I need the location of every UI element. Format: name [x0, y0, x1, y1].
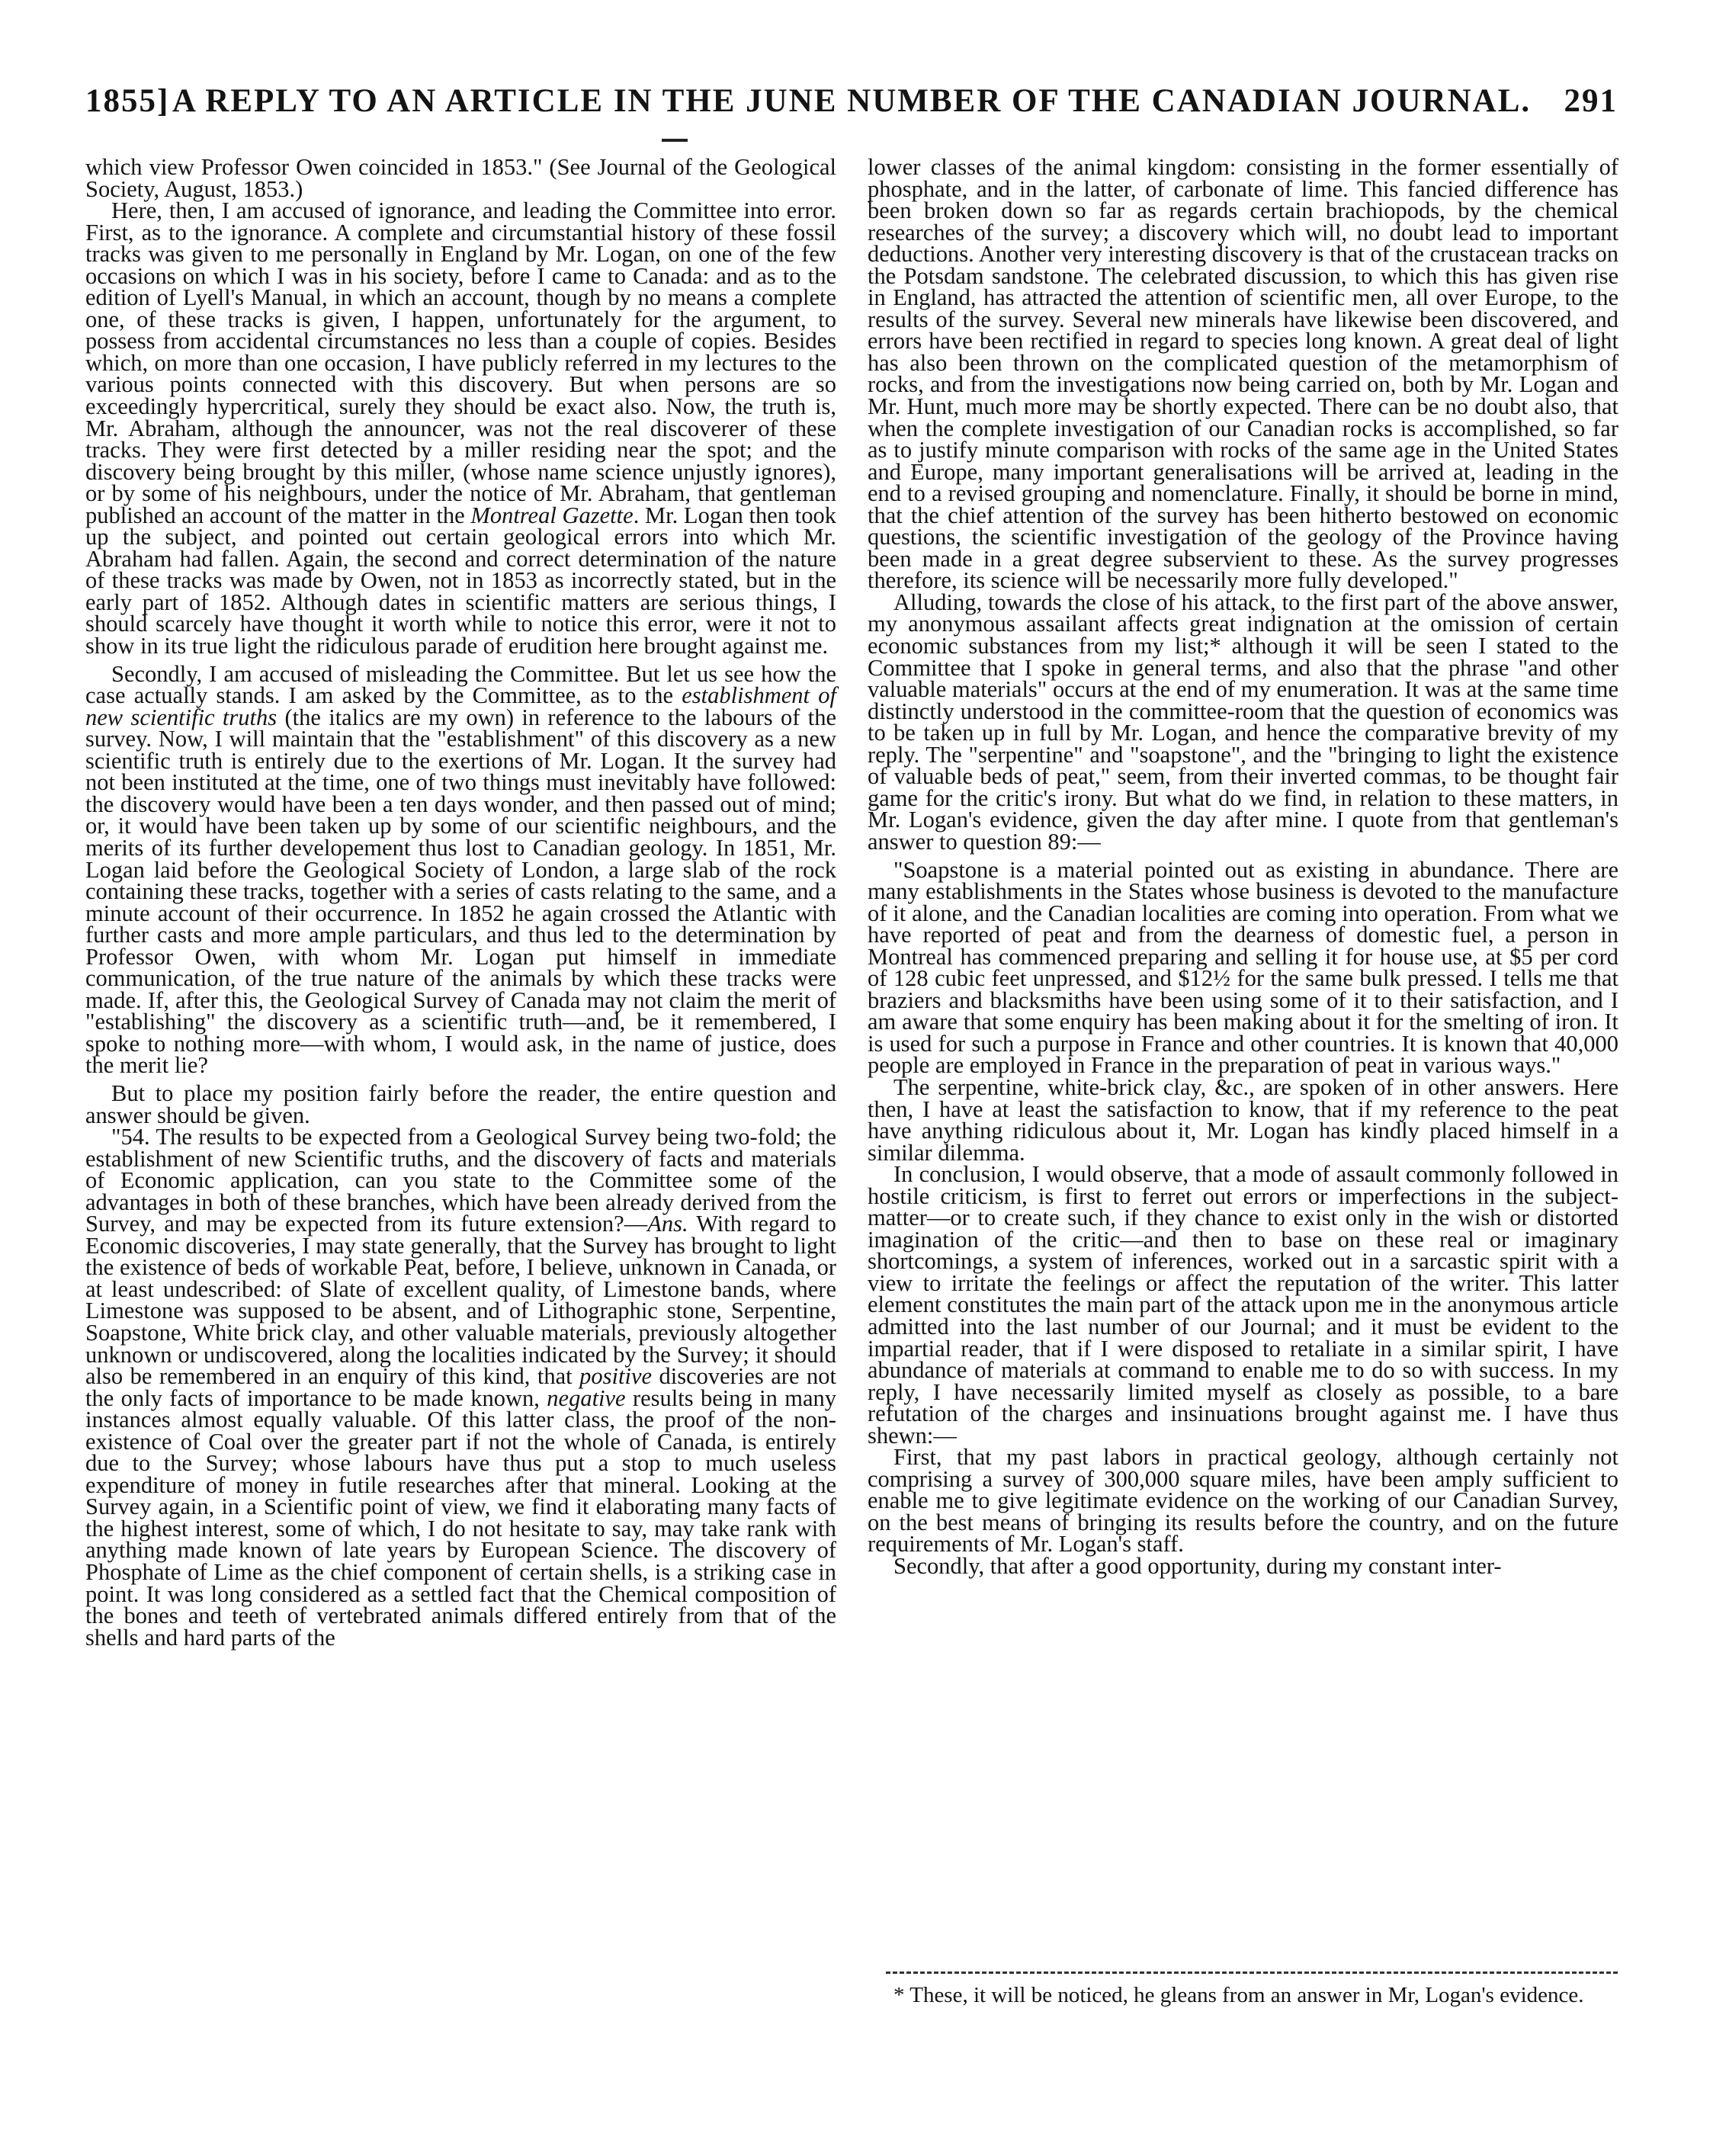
- paragraph: [85, 156, 836, 200]
- text-run: Alluding, towards the close of his attack, to the first part of the above answer, my anonymous assailant affects great indignation at the omission of certain economic substances from my list;* although it will be seen I stated to the Committee that I spoke in general terms, and also that the phrase "and other valuable materials" occurs at the end of my enumeration. It was at the same time distinctly understood in the committee-room that the question of economics was to be taken up in full by Mr. Logan, and hence the comparative brevity of my reply. The "serpentine" and "soapstone", and the "bringing to light the existence of valuable beds of peat," seem, from their inverted commas, to be thought fair game for the critic's irony. But what do we find, in relation to these matters, in Mr. Logan's evidence, given the day after mine. I quote from that gentleman's answer to question 89:—: [868, 589, 1618, 855]
- header-rule: [662, 139, 688, 142]
- text-run: First, that my past labors in practical geology, although certainly not comprising a survey of 300,000 square miles, have been amply sufficient to enable me to give legitimate evidence on the working of our Canadian Survey, on the best means of bringing its results before the country, and on the future requirements of Mr. Logan's staff.: [868, 1444, 1618, 1558]
- quoted-paragraph: [868, 856, 1618, 1079]
- italic-text: Ans.: [647, 1211, 688, 1237]
- text-run: Here, then, I am accused of ignorance, and leading the Committee into error. First, as to the ignorance. A complete and circumstantial history of these fossil tracks was given to me personally in England by Mr. Logan, on one of the few occasions on which I was in his society, before I came to Canada: and as to the edition of Lyell's Manual, in which an account, though by no means a complete one, of these tracks is given, I happen, unfortunately for the argument, to possess from accidental circumstances no less than a couple of copies. Besides which, on more than one occasion, I have publicly referred in my lectures to the various points connected with this discovery. But when persons are so exceedingly hypercritical, surely they should be exact also. Now, the truth is, Mr. Abraham, although the announcer, was not the real discoverer of these tracks. They were first detected by a miller residing near the spot; and the discovery being brought by this miller, (whose name science unjustly ignores), or by some of his neighbours, under the notice of Mr. Abraham, that gentleman published an account of the matter in the: [85, 197, 836, 528]
- paragraph: [868, 1555, 1618, 1577]
- footnote-rule: [886, 1972, 1618, 1974]
- header-title: A REPLY TO AN ARTICLE IN THE JUNE NUMBER OF THE CANADIAN JOURNAL.: [172, 83, 1532, 119]
- text-run: (the italics are my own) in reference to the labours of the survey. Now, I will maintain that the "establishment" of this discovery as a new scientific truth is entirely due to the exertions of Mr. Logan. It the survey had not been instituted at the time, one of two things must inevitably have followed: the discovery would have been a ten days wonder, and then passed out of mind; or, it would have been taken up by some of our scientific neighbours, and the merits of its further developement thus lost to Canadian geology. In 1851, Mr. Logan laid before the Geological Society of London, a large slab of the rock containing these tracks, together with a series of casts relating to the same, and a minute account of their occurrence. In 1852 he again crossed the Atlantic with further casts and more ample particulars, and thus led to the determination by Professor Owen, with whom Mr. Logan put himself in immediate communication, of the true nature of the animals by which these tracks were made. If, after this, the Geological Survey of Canada may not claim the merit of "establishing" the discovery as a scientific truth—and, be it remembered, I spoke to nothing more—with whom, I would ask, in the name of justice, does the merit lie?: [85, 704, 837, 1079]
- text-run: But to place my position fairly before the reader, the entire question and answer should be given.: [85, 1080, 836, 1128]
- paragraph: [85, 197, 836, 659]
- italic-text: positive: [579, 1363, 653, 1390]
- paragraph: [868, 156, 1618, 592]
- paragraph: [868, 1073, 1618, 1166]
- paragraph: [85, 1080, 836, 1128]
- text-run: Secondly, that after a good opportunity, during my constant inter-: [893, 1553, 1502, 1579]
- text-run: lower classes of the animal kingdom: consisting in the former essentially of phosphate, and in the latter, of carbonate of lime. This fancied difference has been broken down so far as regards certain brachiopods, by the chemical researches of the survey; a discovery which will, no doubt lead to important deductions. Another very interesting discovery is that of the crustacean tracks on the Potsdam sandstone. The celebrated discussion, to which this has given rise in England, has attracted the attention of scientific men, all over Europe, to the results of the survey. Several new minerals have likewise been discovered, and errors have been rectified in regard to species long known. A great deal of light has also been thrown on the complicated question of the metamorphism of rocks, and from the investigations now being carried on, both by Mr. Logan and Mr. Hunt, much more may be shortly expected. There can be no doubt also, that when the complete investigation of our Canadian rocks is accomplished, so far as to justify minute comparison with rocks of the same age in the United States and Europe, many important generalisations will be arrived at, leading in the end to a revised grouping and nomenclature. Finally, it should be borne in mind, that the chief attention of the survey has been hitherto bestowed on economic questions, the scientific investigation of the geology of the Province having been made in a great degree subservient to these. As the survey progresses therefore, its science will be necessarily more fully developed.": [868, 154, 1618, 594]
- footnote: [868, 1982, 1618, 2008]
- left-column: [85, 154, 837, 1651]
- running-header: [85, 82, 1618, 128]
- paragraph: [868, 589, 1618, 855]
- italic-text: establishment of new scientific truths: [85, 682, 836, 730]
- text-run: which view Professor Owen coincided in 1853." (See Journal of the Geological Society, August, 1853.): [85, 154, 836, 202]
- page-number: 291: [1564, 83, 1618, 119]
- quoted-paragraph: [85, 1124, 836, 1651]
- footnote-text: * These, it will be noticed, he gleans from an answer in Mr, Logan's evidence.: [893, 1983, 1584, 2007]
- paragraph: [85, 660, 837, 1079]
- paragraph: [868, 1161, 1618, 1449]
- text-run: "Soapstone is a material pointed out as existing in abundance. There are many establishments in the States whose business is devoted to the manufacture of it alone, and the Canadian localities are coming into operation. From what we have reported of peat and from the dearness of domestic fuel, a person in Montreal has commenced preparing and selling it for house use, at $5 per cord of 128 cubic feet unpressed, and $12½ for the same bulk pressed. I tells me that braziers and blacksmiths have been using some of it to their satisfaction, and I am aware that some enquiry has been making about it for the smelting of iron. It is used for such a purpose in France and other countries. It is known that 40,000 people are employed in France in the preparation of peat in various ways.": [868, 856, 1618, 1079]
- text-run: discoveries are not the only facts of importance to be made known,: [85, 1363, 836, 1411]
- text-run: In conclusion, I would observe, that a mode of assault commonly followed in hostile criticism, is first to ferret out errors or imperfections in the subject-matter—or to create such, if they chance to exist only in the wish or distorted imagination of the critic—and then to base on these real or imaginary shortcomings, a system of inferences, worked out in a sarcastic spirit with a view to irritate the feelings or affect the reputation of the writer. This latter element constitutes the main part of the attack upon me in the anonymous article admitted into the last number of our Journal; and it must be evident to the impartial reader, that if I were disposed to retaliate in a similar spirit, I have abundance of materials at command to enable me to do so with success. In my reply, I have necessarily limited myself as closely as possible, to a bare refutation of the charges and insinuations brought against me. I have thus shewn:—: [868, 1161, 1618, 1449]
- text-run: Secondly, I am accused of misleading the Committee. But let us see how the case actually stands. I am asked by the Committee, as to the: [85, 660, 836, 709]
- text-run: results being in many instances almost equally valuable. Of this latter class, the proof of the non-existence of Coal over the greater part if not the whole of Canada, is entirely due to the Survey; whose labours have thus put a stop to much useless expenditure of money in futile researches after that mineral. Looking at the Survey again, in a Scientific point of view, we find it elaborating many facts of the highest interest, some of which, I do not hesitate to say, may take rank with anything made known of late years by European Science. The discovery of Phosphate of Lime as the chief component of certain shells, is a striking case in point. It was long considered as a settled fact that the Chemical composition of the bones and teeth of vertebrated animals differed entirely from that of the shells and hard parts of the: [85, 1384, 836, 1651]
- text-run: The serpentine, white-brick clay, &c., are spoken of in other answers. Here then, I have at least the satisfaction to know, that if my reference to the peat have anything ridiculous about it, Mr. Logan has kindly placed himself in a similar dilemma.: [868, 1073, 1618, 1166]
- italic-text: negative: [547, 1384, 626, 1411]
- right-column: [868, 156, 1618, 1577]
- text-run: With regard to Economic discoveries, I may state generally, that the Survey has brought to light the existence of beds of workable Peat, before, I believe, unknown in Canada, or at least undescribed: of Slate of excellent quality, of Limestone bands, where Limestone was supposed to be absent, and of Lithographic stone, Serpentine, Soapstone, White brick clay, and other valuable materials, previously altogether unknown or undiscovered, along the localities indicated by the Survey; it should also be remembered in an enquiry of this kind, that: [85, 1211, 836, 1390]
- text-run: "54. The results to be expected from a Geological Survey being two-fold; the establishment of new Scientific truths, and the discovery of facts and materials of Economic application, can you state to the Committee some of the advantages in both of these branches, which have been already derived from the Survey, and may be expected from its future extension?—: [85, 1124, 836, 1237]
- italic-text: Montreal Gazette: [470, 502, 634, 528]
- header-year: 1855]: [85, 83, 170, 119]
- paragraph: [868, 1444, 1618, 1558]
- text-run: . Mr. Logan then took up the subject, and pointed out certain geological errors into which Mr. Abraham had fallen. Again, the second and correct determination of the nature of these tracks was made by Owen, not in 1853 as incorrectly stated, but in the early part of 1852. Although dates in scientific matters are serious things, I should scarcely have thought it worth while to notice this error, were it not to show in its true light the ridiculous parade of erudition here brought against me.: [85, 502, 836, 659]
